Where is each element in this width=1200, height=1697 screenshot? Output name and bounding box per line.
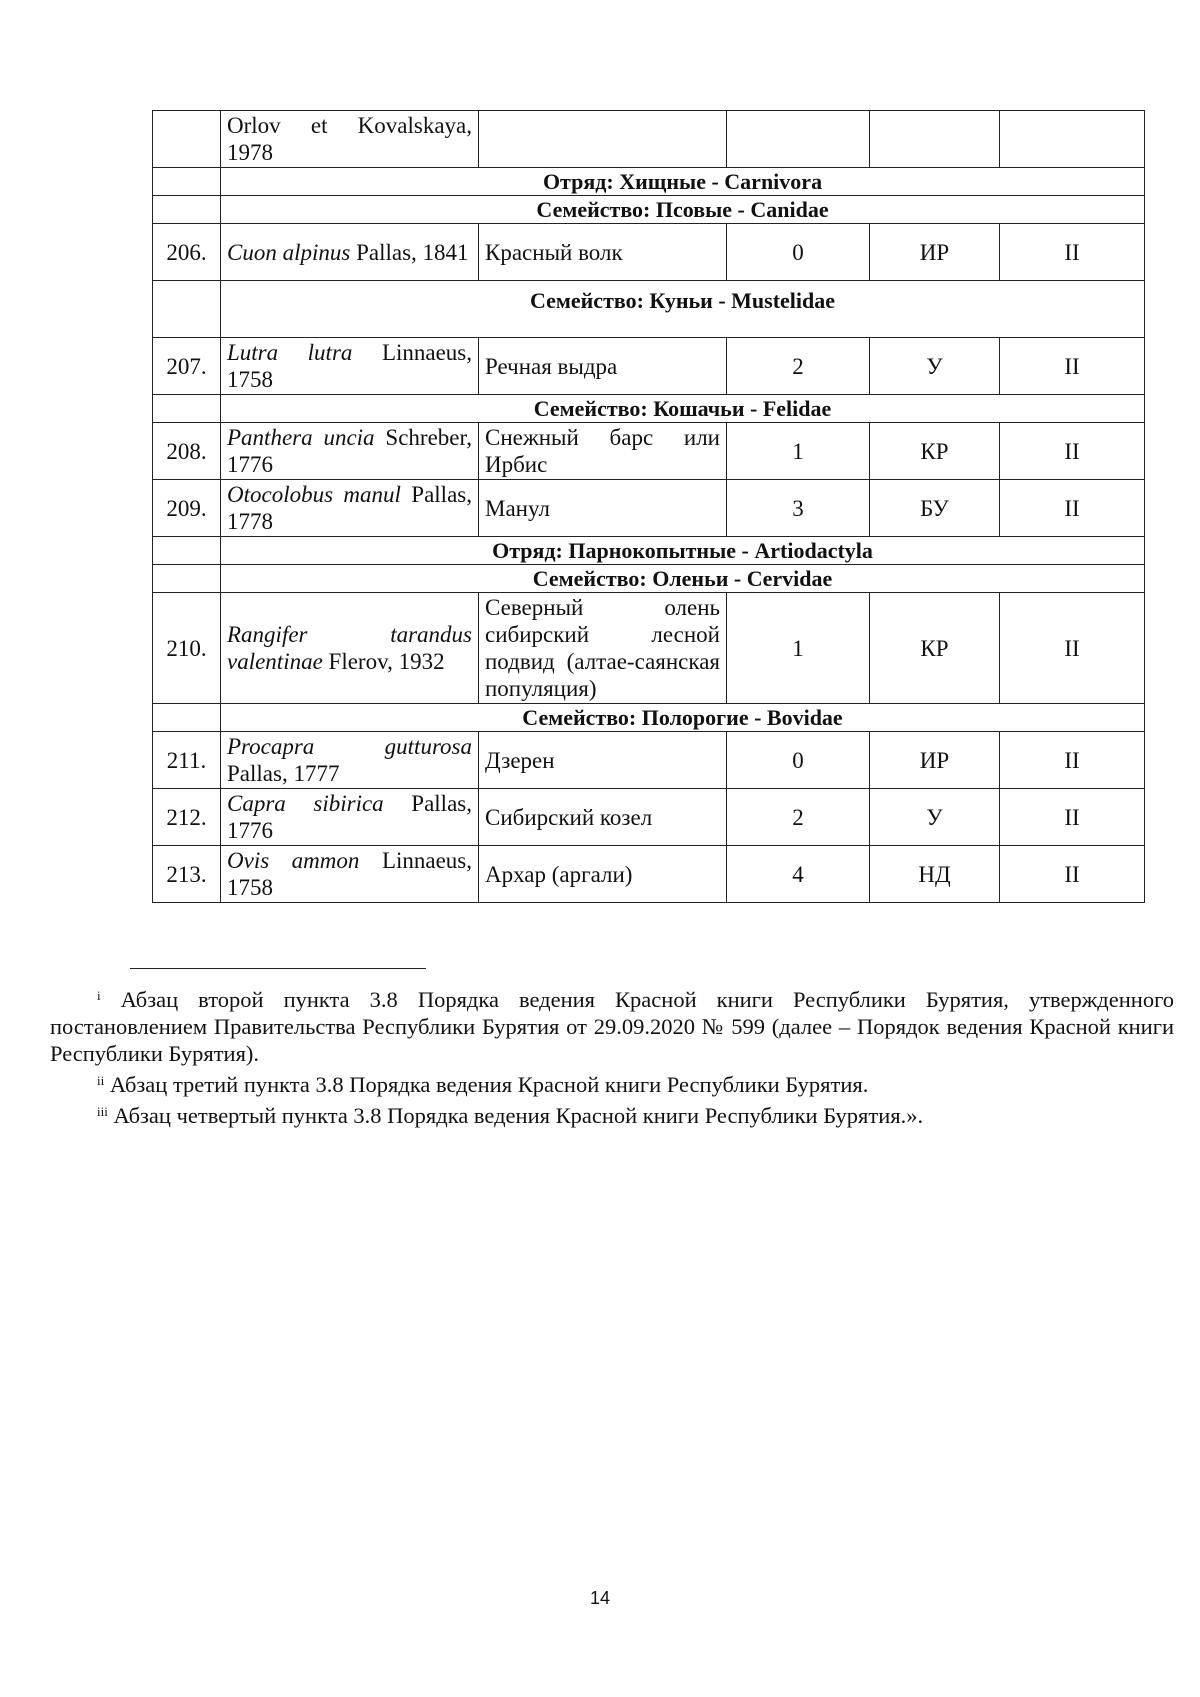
- latin-name: Procapra gutturosa Pallas, 1777: [221, 732, 479, 789]
- category: 2: [727, 338, 870, 395]
- footnote: [50, 1098, 1174, 1129]
- table-row: [153, 423, 1145, 480]
- row-number: 209.: [153, 480, 221, 537]
- family-heading-row: [153, 395, 1145, 423]
- russian-name: Северный олень сибирский лесной подвид (алтае-саянская популяция): [479, 593, 727, 704]
- footnote-mark: iii: [97, 1104, 108, 1119]
- russian-name: Снежный барс или Ирбис: [479, 423, 727, 480]
- order-heading: Отряд: Хищные - Carnivora: [221, 168, 1145, 196]
- family-heading-row: [153, 281, 1145, 338]
- category: 0: [727, 224, 870, 281]
- table-row: [153, 732, 1145, 789]
- row-number: 213.: [153, 846, 221, 903]
- latin-name: Cuon alpinus Pallas, 1841: [221, 224, 479, 281]
- row-number: [153, 111, 221, 168]
- appendix: II: [1000, 480, 1145, 537]
- table-row: [153, 789, 1145, 846]
- appendix: II: [1000, 732, 1145, 789]
- status: [870, 111, 1000, 168]
- category: 4: [727, 846, 870, 903]
- row-number: 210.: [153, 593, 221, 704]
- empty-cell: [153, 168, 221, 196]
- family-heading-row: [153, 565, 1145, 593]
- row-number: 212.: [153, 789, 221, 846]
- family-heading-row: [153, 704, 1145, 732]
- appendix: II: [1000, 338, 1145, 395]
- latin-name: Rangifer tarandus valentinae Flerov, 1932: [221, 593, 479, 704]
- russian-name: Манул: [479, 480, 727, 537]
- table-row: [153, 846, 1145, 903]
- russian-name: Красный волк: [479, 224, 727, 281]
- row-number: 208.: [153, 423, 221, 480]
- family-heading: Семейство: Псовые - Canidae: [221, 196, 1145, 224]
- order-heading-row: [153, 168, 1145, 196]
- status: У: [870, 338, 1000, 395]
- status: ИР: [870, 732, 1000, 789]
- footnote-text: Абзац второй пункта 3.8 Порядка ведения Красной книги Республики Бурятия, утвержденного постановлением Правительства Республики Бурятия от 29.09.2020 № 599 (далее – Порядок ведения Красной книги Республики Бурятия).: [50, 987, 1174, 1066]
- table-row: [153, 111, 1145, 168]
- russian-name: Речная выдра: [479, 338, 727, 395]
- row-number: 206.: [153, 224, 221, 281]
- page-number: 14: [589, 1588, 611, 1608]
- footnote-mark: i: [97, 988, 101, 1003]
- appendix: II: [1000, 224, 1145, 281]
- empty-cell: [153, 704, 221, 732]
- latin-name: Panthera uncia Schreber, 1776: [221, 423, 479, 480]
- footnote-divider: [130, 968, 426, 969]
- table-row: [153, 338, 1145, 395]
- empty-cell: [153, 565, 221, 593]
- status: КР: [870, 593, 1000, 704]
- latin-name: Orlov et Kovalskaya, 1978: [221, 111, 479, 168]
- latin-name: Capra sibirica Pallas, 1776: [221, 789, 479, 846]
- footnote-text: Абзац четвертый пункта 3.8 Порядка ведения Красной книги Республики Бурятия.».: [113, 1103, 924, 1128]
- empty-cell: [153, 196, 221, 224]
- row-number: 207.: [153, 338, 221, 395]
- empty-cell: [153, 537, 221, 565]
- table-row: [153, 593, 1145, 704]
- status: БУ: [870, 480, 1000, 537]
- empty-cell: [153, 395, 221, 423]
- appendix: II: [1000, 789, 1145, 846]
- russian-name: Сибирский козел: [479, 789, 727, 846]
- russian-name: Архар (аргали): [479, 846, 727, 903]
- family-heading: Семейство: Полорогие - Bovidae: [221, 704, 1145, 732]
- russian-name: Дзерен: [479, 732, 727, 789]
- table-row: [153, 480, 1145, 537]
- footnote: [50, 982, 1174, 1067]
- footnotes: [50, 982, 1174, 1129]
- category: 1: [727, 593, 870, 704]
- family-heading: Семейство: Куньи - Mustelidae: [221, 281, 1145, 338]
- red-book-table: [152, 110, 1145, 903]
- status: У: [870, 789, 1000, 846]
- status: НД: [870, 846, 1000, 903]
- latin-name: Lutra lutra Linnaeus, 1758: [221, 338, 479, 395]
- footnote: [50, 1067, 1174, 1098]
- status: КР: [870, 423, 1000, 480]
- family-heading: Семейство: Оленьи - Cervidae: [221, 565, 1145, 593]
- category: 2: [727, 789, 870, 846]
- russian-name: [479, 111, 727, 168]
- empty-cell: [153, 281, 221, 338]
- order-heading: Отряд: Парнокопытные - Artiodactyla: [221, 537, 1145, 565]
- status: ИР: [870, 224, 1000, 281]
- category: [727, 111, 870, 168]
- footnote-text: Абзац третий пункта 3.8 Порядка ведения Красной книги Республики Бурятия.: [109, 1072, 869, 1097]
- latin-name: Otocolobus manul Pallas, 1778: [221, 480, 479, 537]
- row-number: 211.: [153, 732, 221, 789]
- table-row: [153, 224, 1145, 281]
- family-heading-row: [153, 196, 1145, 224]
- category: 1: [727, 423, 870, 480]
- category: 0: [727, 732, 870, 789]
- latin-name: Ovis ammon Linnaeus, 1758: [221, 846, 479, 903]
- order-heading-row: [153, 537, 1145, 565]
- category: 3: [727, 480, 870, 537]
- appendix: II: [1000, 846, 1145, 903]
- appendix: II: [1000, 423, 1145, 480]
- appendix: [1000, 111, 1145, 168]
- appendix: II: [1000, 593, 1145, 704]
- footnote-mark: ii: [97, 1073, 105, 1088]
- family-heading: Семейство: Кошачьи - Felidae: [221, 395, 1145, 423]
